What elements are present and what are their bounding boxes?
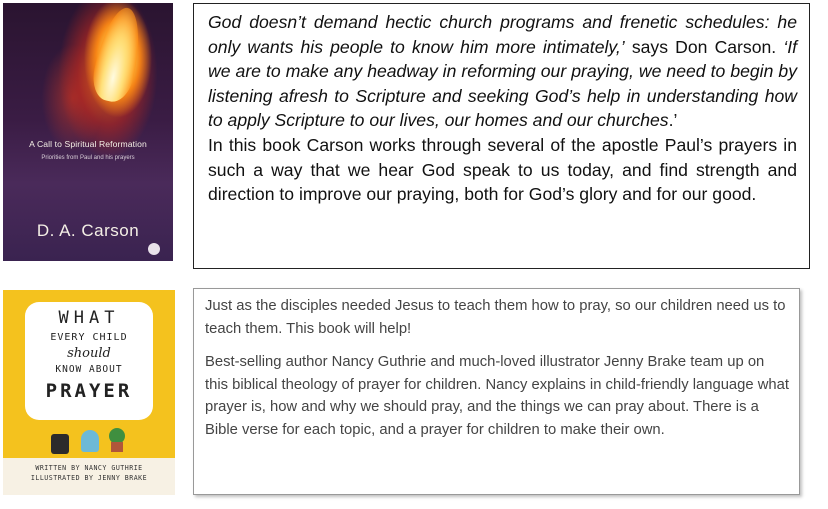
book1-description-box bbox=[193, 3, 810, 269]
book-cover-call-to-spiritual-reformation bbox=[3, 3, 173, 261]
publisher-logo-icon bbox=[148, 243, 160, 255]
chair-icon bbox=[51, 434, 69, 454]
quote-end: .’ bbox=[668, 110, 678, 131]
cover-title: A Call to Spiritual Reformation bbox=[29, 139, 147, 149]
cover-author: D. A. Carson bbox=[36, 221, 140, 240]
cover-byline-author: WRITTEN BY NANCY GUTHRIE bbox=[35, 464, 143, 472]
cover-subtitle: Priorities from Paul and his prayers bbox=[41, 155, 135, 161]
book1-quote-paragraph bbox=[208, 10, 797, 133]
cover-title-line4: KNOW ABOUT bbox=[55, 364, 123, 375]
cover-byline-illustrator: ILLUSTRATED BY JENNY BRAKE bbox=[30, 474, 148, 482]
book2-summary-paragraph: Best-selling author Nancy Guthrie and much-loved illustrator Jenny Brake team up on this biblical theology of prayer for children. Nancy explains in child-friendly language what prayer is, how and why we should pray, and the things we can pray about. There is a Bible verse for each topic, and a prayer for children to make their own. bbox=[205, 354, 789, 438]
flame-illustration bbox=[89, 4, 148, 105]
quote-part1: God doesn’t demand hectic church programs and frenetic schedules: he only wants his people to know him more intimately,’ bbox=[208, 12, 797, 57]
pot-icon bbox=[111, 442, 123, 452]
cover-title-line5: PRAYER bbox=[45, 380, 133, 402]
book2-intro-paragraph: Just as the disciples needed Jesus to teach them how to pray, so our children need us to teach them. This book will help! bbox=[205, 298, 786, 337]
child-icon bbox=[81, 430, 99, 452]
cover-footer bbox=[3, 458, 175, 495]
cover-title-line1: WHAT bbox=[58, 308, 120, 328]
cover-title-line3: should bbox=[67, 346, 111, 361]
cover-title-line2: EVERY CHILD bbox=[50, 332, 128, 343]
attribution: says Don Carson. bbox=[624, 36, 784, 57]
cover-title-card bbox=[25, 302, 153, 420]
book-cover-what-every-child-should-know-about-prayer bbox=[3, 290, 175, 495]
quote-part2: ‘If we are to make any headway in reforming our praying, we need to begin by listening afresh to Scripture and seeking God’s help in understanding how to apply Scripture to our lives, our homes and our churches bbox=[208, 36, 797, 131]
child-praying-illustration bbox=[43, 428, 135, 454]
book2-description-box bbox=[193, 288, 800, 495]
book1-summary-paragraph: In this book Carson works through several of the apostle Paul’s prayers in such a way that we hear God speak to us today, and find strength and direction to improve our praying, both for God’s glory and for our good. bbox=[208, 134, 797, 205]
